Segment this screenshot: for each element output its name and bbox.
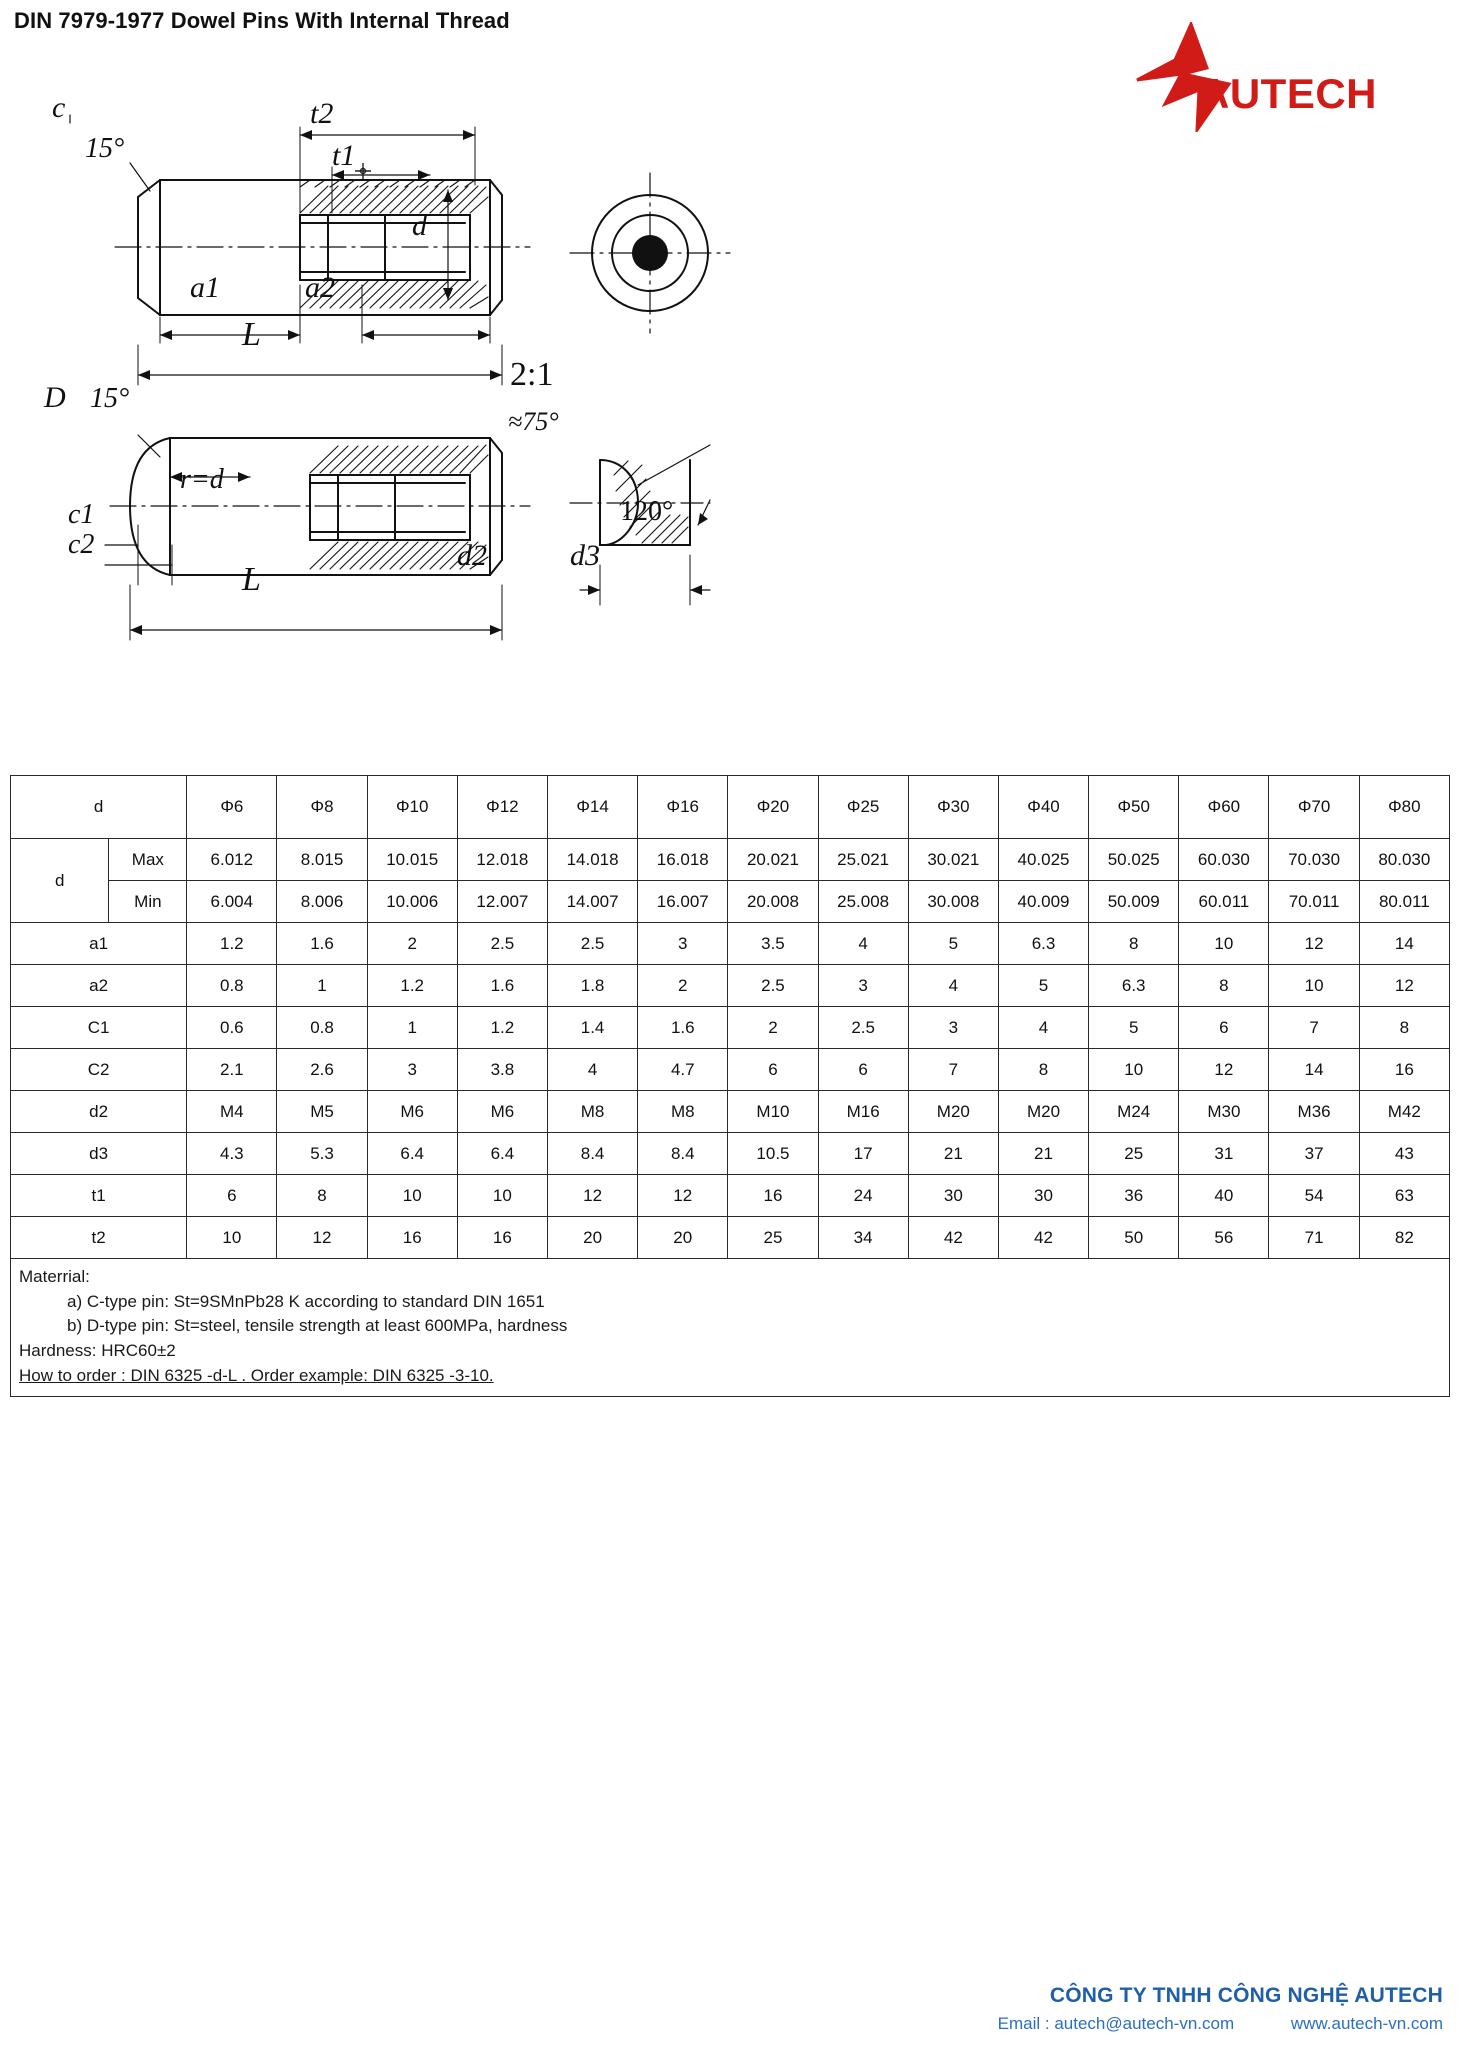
table-cell: 6	[187, 1175, 277, 1217]
label-d2: d2	[457, 539, 487, 572]
table-cell: 6	[818, 1049, 908, 1091]
table-header-cell: Φ60	[1179, 776, 1269, 839]
table-row	[11, 881, 1450, 923]
label-scale: 2:1	[510, 356, 554, 393]
table-cell: 25.008	[818, 881, 908, 923]
table-cell: 16	[728, 1175, 818, 1217]
label-a1: a1	[190, 271, 220, 304]
table-cell: 36	[1089, 1175, 1179, 1217]
table-cell: 6	[728, 1049, 818, 1091]
table-cell: 80.011	[1359, 881, 1449, 923]
table-header-cell: Φ30	[908, 776, 998, 839]
table-cell: M42	[1359, 1091, 1449, 1133]
table-cell: 7	[908, 1049, 998, 1091]
table-cell: 4	[908, 965, 998, 1007]
table-cell: 8.4	[638, 1133, 728, 1175]
page-title: DIN 7979-1977 Dowel Pins With Internal Thread	[14, 8, 510, 33]
row-label-max: Max	[109, 839, 187, 881]
label-c2: c2	[68, 529, 95, 560]
table-cell: M5	[277, 1091, 367, 1133]
table-cell: 12.018	[457, 839, 547, 881]
label-t2: t2	[310, 97, 334, 130]
table-cell: 42	[908, 1217, 998, 1259]
table-cell: 16	[367, 1217, 457, 1259]
table-header-cell: Φ25	[818, 776, 908, 839]
table-cell: 6.004	[187, 881, 277, 923]
table-cell: 4.3	[187, 1133, 277, 1175]
table-cell: 0.6	[187, 1007, 277, 1049]
table-cell: 82	[1359, 1217, 1449, 1259]
table-cell: 10	[1089, 1049, 1179, 1091]
material-note-a: a) C-type pin: St=9SMnPb28 K according to standard DIN 1651	[67, 1291, 545, 1311]
table-cell: 8.006	[277, 881, 367, 923]
table-cell: 10	[1269, 965, 1359, 1007]
table-cell: 8	[1089, 923, 1179, 965]
table-row	[11, 1175, 1450, 1217]
table-cell: 14.018	[547, 839, 637, 881]
table-row	[11, 965, 1450, 1007]
drawing-svg	[10, 45, 800, 745]
table-cell: 40	[1179, 1175, 1269, 1217]
table-cell: 20	[638, 1217, 728, 1259]
table-cell: 1.2	[367, 965, 457, 1007]
row-label-c2: C2	[11, 1049, 187, 1091]
row-label-a1: a1	[11, 923, 187, 965]
dimension-table	[10, 775, 1450, 1259]
table-cell: 63	[1359, 1175, 1449, 1217]
table-cell: 30.008	[908, 881, 998, 923]
table-cell: 2	[728, 1007, 818, 1049]
table-cell: 5	[998, 965, 1088, 1007]
row-label-d2: d2	[11, 1091, 187, 1133]
table-cell: 16	[457, 1217, 547, 1259]
table-cell: 10	[457, 1175, 547, 1217]
label-d3: d3	[570, 539, 600, 572]
table-cell: 8.4	[547, 1133, 637, 1175]
table-cell: 37	[1269, 1133, 1359, 1175]
table-header-cell: Φ6	[187, 776, 277, 839]
table-cell: 5	[908, 923, 998, 965]
company-logo	[1079, 22, 1439, 132]
table-cell: 5	[1089, 1007, 1179, 1049]
table-cell: 40.025	[998, 839, 1088, 881]
table-cell: 2.1	[187, 1049, 277, 1091]
table-header-cell: Φ50	[1089, 776, 1179, 839]
table-cell: M6	[367, 1091, 457, 1133]
table-header-cell: Φ16	[638, 776, 728, 839]
table-cell: 1.8	[547, 965, 637, 1007]
table-cell: M20	[908, 1091, 998, 1133]
table-cell: 20.008	[728, 881, 818, 923]
table-cell: 4.7	[638, 1049, 728, 1091]
table-cell: 6.4	[457, 1133, 547, 1175]
label-d: d	[412, 209, 427, 242]
table-cell: 10.015	[367, 839, 457, 881]
table-cell: 8	[277, 1175, 367, 1217]
table-cell: 1	[277, 965, 367, 1007]
table-cell: 20	[547, 1217, 637, 1259]
table-cell: 4	[998, 1007, 1088, 1049]
row-label-a2: a2	[11, 965, 187, 1007]
contact-email[interactable]: Email : autech@autech-vn.com	[997, 2014, 1235, 2033]
table-cell: 8	[1179, 965, 1269, 1007]
table-cell: M30	[1179, 1091, 1269, 1133]
table-cell: 12	[1179, 1049, 1269, 1091]
table-cell: 25	[728, 1217, 818, 1259]
table-row	[11, 923, 1450, 965]
hardness-note: Hardness: HRC60±2	[19, 1340, 176, 1360]
table-cell: 2.5	[818, 1007, 908, 1049]
table-cell: 6.4	[367, 1133, 457, 1175]
table-cell: M36	[1269, 1091, 1359, 1133]
table-cell: 40.009	[998, 881, 1088, 923]
table-cell: 1.2	[457, 1007, 547, 1049]
table-cell: 42	[998, 1217, 1088, 1259]
table-cell: 2.5	[547, 923, 637, 965]
table-cell: M24	[1089, 1091, 1179, 1133]
label-L-bottom: L	[242, 561, 261, 598]
table-cell: 4	[818, 923, 908, 965]
table-cell: 10	[187, 1217, 277, 1259]
specification-table	[10, 775, 1450, 1397]
table-cell: 3.5	[728, 923, 818, 965]
table-cell: 12	[1359, 965, 1449, 1007]
table-cell: 70.011	[1269, 881, 1359, 923]
table-cell: 12	[638, 1175, 728, 1217]
table-cell: 6	[1179, 1007, 1269, 1049]
table-cell: 25.021	[818, 839, 908, 881]
label-c1: c1	[68, 499, 95, 530]
table-row	[11, 1133, 1450, 1175]
table-cell: 21	[998, 1133, 1088, 1175]
table-header-cell: Φ20	[728, 776, 818, 839]
table-cell: 17	[818, 1133, 908, 1175]
table-cell: M8	[547, 1091, 637, 1133]
table-cell: 10	[1179, 923, 1269, 965]
table-cell: 56	[1179, 1217, 1269, 1259]
table-cell: 3	[908, 1007, 998, 1049]
table-cell: 50.025	[1089, 839, 1179, 881]
table-cell: 7	[1269, 1007, 1359, 1049]
table-cell: M6	[457, 1091, 547, 1133]
table-cell: 21	[908, 1133, 998, 1175]
table-cell: 6.012	[187, 839, 277, 881]
table-cell: 12	[1269, 923, 1359, 965]
row-label-min: Min	[109, 881, 187, 923]
table-cell: 30	[908, 1175, 998, 1217]
table-cell: 1.6	[638, 1007, 728, 1049]
table-cell: 10.5	[728, 1133, 818, 1175]
material-heading: Materrial:	[19, 1267, 90, 1286]
table-cell: 6.3	[998, 923, 1088, 965]
table-cell: 24	[818, 1175, 908, 1217]
table-cell: 1	[367, 1007, 457, 1049]
table-cell: 10	[367, 1175, 457, 1217]
table-row	[11, 1217, 1450, 1259]
table-cell: M16	[818, 1091, 908, 1133]
table-cell: 8	[998, 1049, 1088, 1091]
table-cell: 3	[367, 1049, 457, 1091]
table-cell: 2.5	[457, 923, 547, 965]
table-cell: 70.030	[1269, 839, 1359, 881]
table-cell: 6.3	[1089, 965, 1179, 1007]
table-cell: 1.6	[277, 923, 367, 965]
table-row	[11, 1007, 1450, 1049]
table-cell: M4	[187, 1091, 277, 1133]
row-label-t1: t1	[11, 1175, 187, 1217]
table-cell: 50	[1089, 1217, 1179, 1259]
table-cell: 54	[1269, 1175, 1359, 1217]
row-label-c1: C1	[11, 1007, 187, 1049]
table-cell: 14.007	[547, 881, 637, 923]
table-cell: 0.8	[187, 965, 277, 1007]
company-name: CÔNG TY TNHH CÔNG NGHỆ AUTECH	[1049, 1984, 1443, 2007]
label-angle-120: 120°	[620, 496, 674, 527]
table-cell: 8	[1359, 1007, 1449, 1049]
label-a2: a2	[305, 271, 335, 304]
table-cell: 5.3	[277, 1133, 367, 1175]
table-cell: 12	[547, 1175, 637, 1217]
table-cell: 1.2	[187, 923, 277, 965]
header-label-d: d	[11, 776, 187, 839]
table-header-cell: Φ12	[457, 776, 547, 839]
table-cell: 31	[1179, 1133, 1269, 1175]
table-cell: 60.030	[1179, 839, 1269, 881]
how-to-order-note: How to order : DIN 6325 -d-L . Order example: DIN 6325 -3-10.	[19, 1365, 494, 1385]
contact-line	[998, 2014, 1443, 2034]
material-note-b: b) D-type pin: St=steel, tensile strength at least 600MPa, hardness	[67, 1316, 568, 1336]
table-cell: 50.009	[1089, 881, 1179, 923]
mouse-cursor-icon	[355, 163, 371, 179]
table-cell: 80.030	[1359, 839, 1449, 881]
page-footer	[998, 1984, 1443, 2034]
table-cell: 2	[638, 965, 728, 1007]
table-cell: 14	[1359, 923, 1449, 965]
technical-drawing	[10, 45, 800, 745]
label-D: D	[44, 381, 66, 414]
table-header-cell: Φ10	[367, 776, 457, 839]
table-cell: 20.021	[728, 839, 818, 881]
table-cell: 25	[1089, 1133, 1179, 1175]
table-cell: 2.6	[277, 1049, 367, 1091]
table-cell: 34	[818, 1217, 908, 1259]
table-header-cell: Φ14	[547, 776, 637, 839]
table-row	[11, 1049, 1450, 1091]
table-cell: M10	[728, 1091, 818, 1133]
row-group-label-d: d	[11, 839, 109, 923]
table-cell: 71	[1269, 1217, 1359, 1259]
table-cell: 3	[638, 923, 728, 965]
label-L-top: L	[242, 316, 261, 353]
table-cell: 16.018	[638, 839, 728, 881]
notes-block	[10, 1259, 1450, 1397]
table-cell: 1.4	[547, 1007, 637, 1049]
contact-website[interactable]: www.autech-vn.com	[1290, 2014, 1443, 2033]
table-cell: 3.8	[457, 1049, 547, 1091]
table-header-cell: Φ40	[998, 776, 1088, 839]
table-cell: 16	[1359, 1049, 1449, 1091]
table-cell: 14	[1269, 1049, 1359, 1091]
table-cell: 12.007	[457, 881, 547, 923]
table-cell: 2.5	[728, 965, 818, 1007]
row-label-d3: d3	[11, 1133, 187, 1175]
label-r-equals-d: r=d	[180, 464, 224, 495]
table-header-cell: Φ80	[1359, 776, 1449, 839]
table-cell: 3	[818, 965, 908, 1007]
table-cell: 8.015	[277, 839, 367, 881]
table-header-cell: Φ70	[1269, 776, 1359, 839]
table-cell: 4	[547, 1049, 637, 1091]
label-angle-top: 15°	[85, 133, 125, 164]
table-cell: 12	[277, 1217, 367, 1259]
table-cell: M8	[638, 1091, 728, 1133]
table-cell: 60.011	[1179, 881, 1269, 923]
table-row	[11, 1091, 1450, 1133]
table-row	[11, 839, 1450, 881]
table-header-cell: Φ8	[277, 776, 367, 839]
table-cell: 43	[1359, 1133, 1449, 1175]
table-cell: M20	[998, 1091, 1088, 1133]
table-cell: 10.006	[367, 881, 457, 923]
table-cell: 30.021	[908, 839, 998, 881]
label-t1: t1	[332, 139, 356, 172]
logo-text: AUTECH	[1199, 70, 1377, 117]
table-cell: 30	[998, 1175, 1088, 1217]
table-cell: 2	[367, 923, 457, 965]
table-header-row	[11, 776, 1450, 839]
table-cell: 0.8	[277, 1007, 367, 1049]
label-c: c	[52, 91, 66, 124]
table-cell: 16.007	[638, 881, 728, 923]
label-angle-75: ≈75°	[508, 407, 559, 436]
row-label-t2: t2	[11, 1217, 187, 1259]
table-cell: 1.6	[457, 965, 547, 1007]
label-angle-bottom: 15°	[90, 383, 130, 414]
